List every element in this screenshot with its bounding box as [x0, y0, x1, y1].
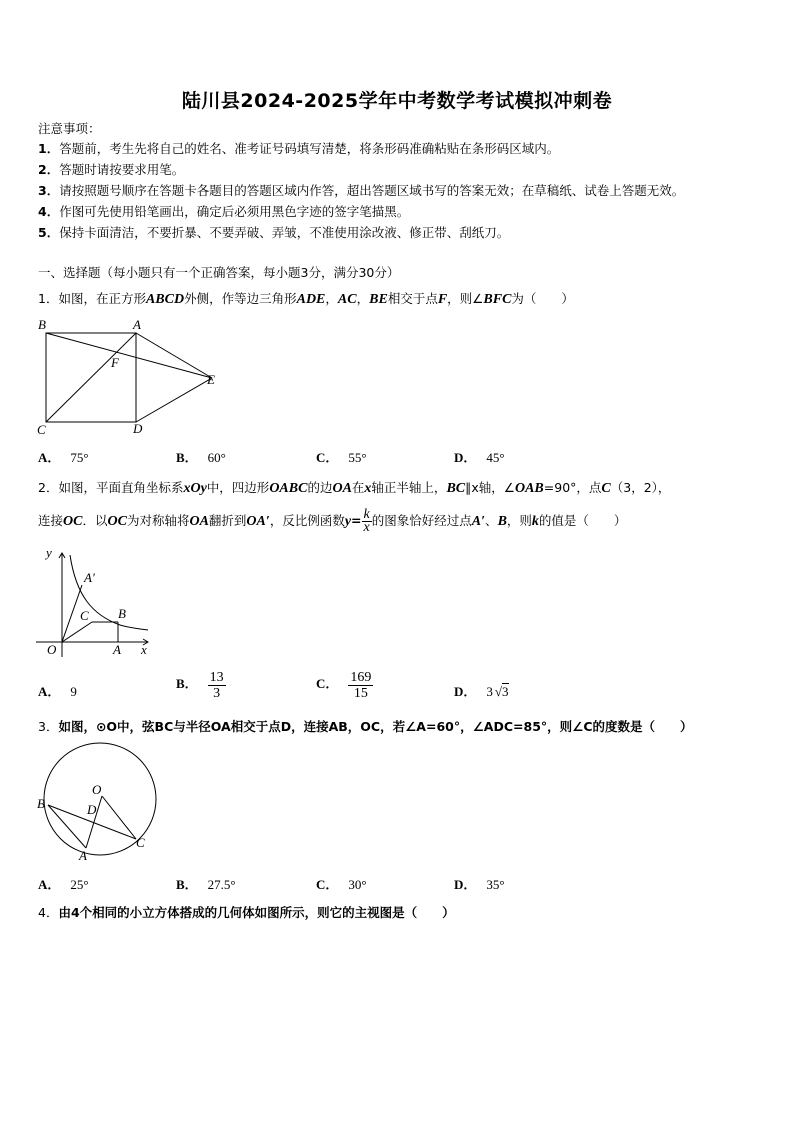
- q2-text: 翻折到: [208, 513, 247, 528]
- option-text: 25°: [70, 877, 89, 892]
- label-d: D: [133, 421, 143, 436]
- option-label: D．: [454, 684, 477, 699]
- fraction-denominator: 15: [353, 686, 368, 701]
- option-label: A．: [38, 450, 61, 465]
- side-de: [136, 378, 212, 422]
- side-ae: [136, 333, 212, 378]
- q1-var: AC: [337, 292, 357, 307]
- fraction-numerator: k: [363, 507, 370, 522]
- segment-ac: [46, 333, 136, 422]
- option-label: A．: [38, 684, 61, 699]
- option-label: C．: [316, 877, 339, 892]
- q2-option-d[interactable]: [454, 681, 509, 700]
- sqrt-sign: √: [494, 684, 503, 699]
- q2-var: k: [531, 514, 539, 529]
- radical-coefficient: 3: [486, 684, 493, 699]
- q2-text: 连接: [38, 513, 64, 528]
- option-text: 55°: [348, 450, 367, 465]
- notice-text: 保持卡面清洁，不要折暴、不要弄破、弄皱，不准使用涂改液、修正带、刮纸刀。: [59, 225, 510, 240]
- q2-text: 中，四边形: [206, 480, 270, 495]
- q3-option-c[interactable]: [316, 874, 367, 893]
- label-o: O: [92, 782, 102, 797]
- q1-var: ABCD: [145, 292, 185, 307]
- notice-text: 答题时请按要求用笔。: [59, 162, 185, 177]
- question-4: [38, 904, 455, 922]
- q1-option-c[interactable]: [316, 447, 367, 466]
- option-label: A．: [38, 877, 61, 892]
- q1-text: ，: [356, 291, 370, 306]
- question-1: [38, 290, 574, 309]
- label-b: B: [37, 796, 45, 811]
- q2-text: 为对称轴将: [126, 513, 190, 528]
- fraction-denominator: 3: [213, 686, 221, 701]
- q2-var: y: [344, 514, 352, 529]
- fraction-numerator: 169: [350, 670, 372, 685]
- option-label: D．: [454, 877, 477, 892]
- label-c: C: [80, 608, 89, 623]
- q1-option-a[interactable]: [38, 447, 89, 466]
- question-2-line-1: [38, 479, 670, 498]
- q2-var: OA: [189, 514, 209, 529]
- label-f: F: [111, 355, 119, 370]
- q1-text: ，: [325, 291, 338, 306]
- q4-text: 由4个相同的小立方体搭成的几何体如图所示，则它的主视图是（ ）: [58, 905, 455, 920]
- fraction-denominator: x: [363, 520, 370, 535]
- q1-option-b[interactable]: [176, 447, 226, 466]
- q2-text: 如图，平面直角坐标系: [58, 480, 184, 495]
- q1-var: ADE: [296, 292, 326, 307]
- q2-text: ∥x轴，∠: [465, 480, 515, 495]
- q2-var: A′: [471, 514, 486, 529]
- option-text: 75°: [70, 450, 89, 465]
- label-e: E: [207, 372, 215, 387]
- notice-num: 1．: [38, 141, 60, 156]
- option-label: D．: [454, 450, 477, 465]
- option-text: 27.5°: [207, 877, 236, 892]
- option-label: B．: [176, 877, 198, 892]
- q3-figure: [30, 742, 165, 867]
- notice-num: 3．: [38, 183, 60, 198]
- segment-ab: [48, 805, 86, 848]
- q2-var: OC: [107, 514, 127, 529]
- notice-item-5: [38, 224, 509, 242]
- question-3: [38, 718, 693, 736]
- label-d: D: [87, 802, 97, 817]
- question-number: 4．: [38, 905, 59, 920]
- notice-text: 作图可先使用铅笔画出，确定后必须用黑色字迹的签字笔描黑。: [59, 204, 410, 219]
- q1-option-d[interactable]: [454, 447, 505, 466]
- label-y: y: [46, 545, 52, 560]
- option-label: C．: [316, 450, 339, 465]
- q2-var: OA′: [246, 514, 270, 529]
- notice-item-1: [38, 140, 559, 158]
- label-c: C: [136, 835, 145, 850]
- option-label: C．: [316, 676, 339, 692]
- q3-option-a[interactable]: [38, 874, 89, 893]
- q2-var: x: [364, 481, 372, 496]
- option-text: 35°: [486, 877, 505, 892]
- q1-var: BE: [369, 292, 388, 307]
- q2-text: ．以: [82, 513, 108, 528]
- notice-text: 答题前，考生先将自己的姓名、准考证号码填写清楚，将条形码准确粘贴在条形码区域内。: [59, 141, 560, 156]
- option-label: B．: [176, 676, 198, 692]
- q2-text: =90°，点: [543, 480, 602, 495]
- fraction-numerator: 13: [209, 670, 224, 685]
- question-number: 2．: [38, 480, 59, 495]
- q2-text: （3，2），: [610, 480, 671, 495]
- question-2-line-2: [38, 506, 626, 537]
- q2-text: 的图象恰好经过点: [371, 513, 472, 528]
- notice-text: 请按照题号顺序在答题卡各题目的答题区域内作答，超出答题区域书写的答案无效；在草稿纸、试卷上答题无效。: [59, 183, 685, 198]
- q2-text: 的值是（ ）: [538, 513, 627, 528]
- notice-item-4: [38, 203, 409, 221]
- q2-text: 轴正半轴上，: [371, 480, 447, 495]
- q2-text: ，反比例函数: [269, 513, 345, 528]
- question-number: 1．: [38, 291, 59, 306]
- segment-oa-prime: [62, 585, 82, 642]
- q2-var: OA: [332, 481, 352, 496]
- notice-item-2: [38, 161, 184, 179]
- q1-var: BFC: [483, 292, 512, 307]
- q2-var: OAB: [514, 481, 544, 496]
- q2-var: B: [497, 514, 507, 529]
- option-text: 60°: [207, 450, 226, 465]
- notice-num: 4．: [38, 204, 60, 219]
- segment-oc: [62, 622, 92, 642]
- notice-num: 5．: [38, 225, 60, 240]
- label-b: B: [38, 317, 46, 332]
- q2-option-a[interactable]: [38, 681, 77, 700]
- q1-text: ，则∠: [447, 291, 484, 306]
- option-text: 9: [70, 684, 77, 699]
- label-x: x: [141, 642, 147, 657]
- notice-num: 2．: [38, 162, 60, 177]
- label-a: A: [133, 317, 141, 332]
- q2-option-b[interactable]: [176, 670, 226, 701]
- q3-option-d[interactable]: [454, 874, 505, 893]
- fraction-13-over-3: [208, 670, 226, 701]
- q1-text: 外侧，作等边三角形: [184, 291, 297, 306]
- q1-text: 相交于点: [387, 291, 438, 306]
- q2-text: =: [351, 513, 362, 528]
- q2-var: OC: [63, 514, 83, 529]
- q3-text: 如图，⊙O中，弦BC与半径OA相交于点D，连接AB，OC，若∠A=60°，∠ADC=85°，则∠C的度数是（ ）: [58, 719, 693, 734]
- q2-var: BC: [446, 481, 466, 496]
- radicand: 3: [502, 684, 509, 699]
- label-o: O: [47, 642, 57, 657]
- notice-heading: 注意事项：: [38, 121, 101, 136]
- label-b: B: [118, 606, 126, 621]
- q1-text: 如图，在正方形: [58, 291, 146, 306]
- q2-var: xOy: [183, 481, 207, 496]
- q1-figure: [30, 315, 230, 440]
- label-a-prime: A′: [84, 570, 95, 585]
- notice-item-3: [38, 182, 684, 200]
- q1-var: F: [437, 292, 448, 307]
- question-number: 3．: [38, 719, 59, 734]
- exam-title: 陆川县2024-2025学年中考数学考试模拟冲刺卷: [181, 90, 613, 112]
- label-c: C: [37, 422, 46, 437]
- q2-text: 的边: [307, 480, 333, 495]
- q3-option-b[interactable]: [176, 874, 236, 893]
- q2-figure: [30, 545, 160, 660]
- q2-option-c[interactable]: [316, 670, 373, 701]
- q2-text: ，则: [506, 513, 532, 528]
- fraction-169-over-15: [348, 670, 373, 701]
- option-text: 45°: [486, 450, 505, 465]
- q1-text: 为（ ）: [511, 291, 574, 306]
- q2-var: OABC: [269, 481, 308, 496]
- fraction-k-over-x: [362, 509, 372, 534]
- section-heading: 一、选择题（每小题只有一个正确答案，每小题3分，满分30分）: [38, 265, 400, 280]
- label-a: A: [113, 642, 121, 657]
- option-text: 30°: [348, 877, 367, 892]
- q2-text: 、: [485, 513, 498, 528]
- label-a: A: [79, 848, 87, 863]
- option-label: B．: [176, 450, 198, 465]
- q2-text: 在: [351, 480, 365, 495]
- q2-var: C: [601, 481, 611, 496]
